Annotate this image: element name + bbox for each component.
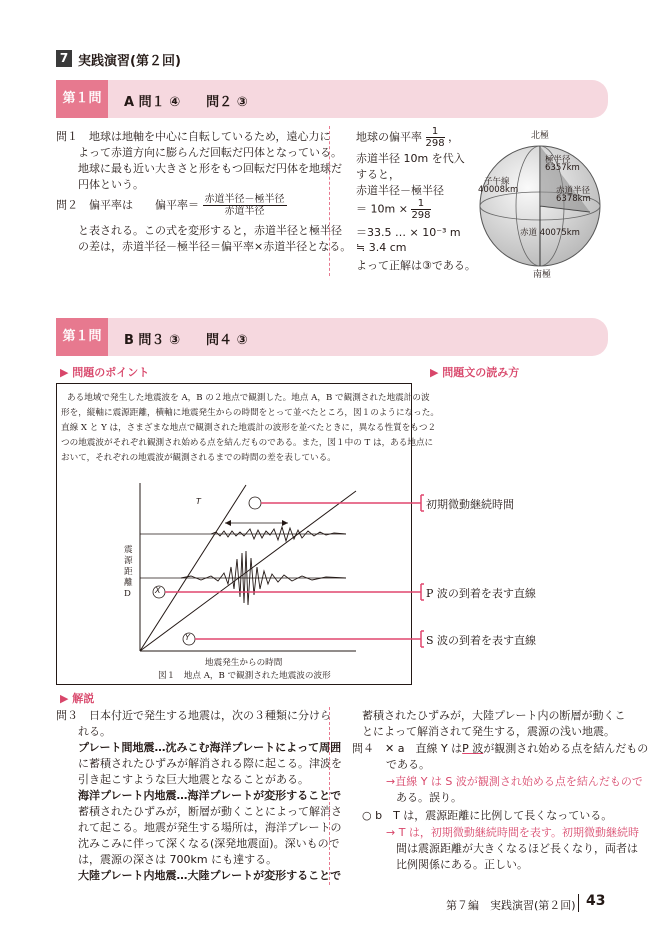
c-line: 問３ 日本付近で発生する地震は，次の３種類に分けら xyxy=(56,709,331,722)
figure-caption: 図１ 地点 A，B で観測された地震波の波形 xyxy=(158,671,331,681)
calc-line: 赤道半径－極半径 xyxy=(356,184,444,197)
figure-xlabel: 地震発生からの時間 xyxy=(205,658,283,668)
section2-label: 第１問 xyxy=(56,318,108,356)
label-X: X xyxy=(155,586,161,595)
section1-band xyxy=(56,80,608,118)
annotation-T: 初期微動継続時間 xyxy=(426,498,514,511)
q4b-fix2: 間は震源距離が大きくなるほど長くなり，両者は xyxy=(396,842,638,855)
s1-line: の差は，赤道半径－極半径＝偏平率×赤道半径となる。 xyxy=(56,240,352,253)
page-number: 43 xyxy=(586,893,606,909)
figure-ylabel: 震源距離 D xyxy=(124,545,133,599)
section2-band xyxy=(56,318,608,356)
c-right-line: とによって解消されて発生する，震源の浅い地震。 xyxy=(362,725,615,738)
point-heading: ▶ 問題のポイント xyxy=(60,366,150,379)
equatorial-radius-label: 赤道半径 xyxy=(556,186,591,196)
south-pole-label: 南極 xyxy=(533,270,552,280)
calc-eq1: ＝ 10m × xyxy=(356,202,408,216)
calc-line: 赤道半径 10m を代入 xyxy=(356,152,465,165)
section1-label: 第１問 xyxy=(56,80,108,118)
polar-radius-label: 極半径 xyxy=(545,155,571,165)
s1-line: よって赤道方向に膨らんだ回転だ円体となっている。 xyxy=(56,146,342,159)
commentary-heading: ▶ 解説 xyxy=(60,692,95,705)
chapter-number: 7 xyxy=(56,50,72,67)
footer-divider xyxy=(578,894,579,912)
q4a-underlined: P 波 xyxy=(462,742,484,755)
section1-explanation xyxy=(56,128,352,278)
footer-text: 第７編 実践演習(第２回) xyxy=(446,899,576,912)
box-line: おいて，それぞれの地震波が観測されるまでの時間の差を表している。 xyxy=(61,453,336,463)
calc-conclusion: よって正解は③である。 xyxy=(356,259,476,272)
annotation-Y: S 波の到着を表す直線 xyxy=(426,634,537,647)
calc-fraction-2: $\frac{1}{298}$ xyxy=(411,198,431,221)
commentary-left xyxy=(56,707,342,887)
c-line: は，震源の深さは 700km にも達する。 xyxy=(56,853,278,866)
c-line: 引き起こすような巨大地震となることがある。 xyxy=(56,773,309,786)
polar-radius-value: 6357km xyxy=(545,163,580,173)
s1-line: 地球に最も近い大きさと形をもつ回転だ円体を地球だ xyxy=(56,162,342,175)
section1-calculation: 地球の偏平率 $\frac{1}{298}$ ， 赤道半径 10m を代入 すると， 赤道半径－極半径 ＝ 10m × $\frac{1}{298}$ ＝33.5 … × 10⁻³ m ≒ 3.4 cm よって正解は③である。 xyxy=(356,126,476,272)
equatorial-radius-value: 6378km xyxy=(556,194,591,204)
calc-eq2: ＝33.5 … × 10⁻³ m xyxy=(356,226,461,239)
q2-prefix: 問２ 偏平率は 偏平率＝ xyxy=(56,198,199,212)
c-line: 海洋プレート内地震…海洋プレートが変形することで xyxy=(56,789,342,802)
chapter-title: 実践演習(第２回) xyxy=(78,54,181,69)
north-pole-label: 北極 xyxy=(531,131,550,141)
annotation-X: P 波の到着を表す直線 xyxy=(426,587,536,600)
calc-fraction: $\frac{1}{298}$ xyxy=(425,126,445,149)
q4b-line: ○ b T は，震源距離に比例して長くなっている。 xyxy=(362,809,613,822)
q4a-fix: →直線 Y は S 波が観測され始める点を結んだもので xyxy=(386,775,643,788)
calc-line: すると， xyxy=(356,168,400,181)
meridian-value: 40008km xyxy=(478,185,519,195)
c-line: れて起こる。地震が発生する場所は，海洋プレートの xyxy=(56,821,342,834)
label-Y: Y xyxy=(185,633,190,642)
q4b-fix3: 比例関係にある。正しい。 xyxy=(396,858,528,871)
section2-answer: B 問３ ③ 問４ ③ xyxy=(124,333,248,348)
s1-line: 問１ 地球は地軸を中心に自転しているため，遠心力に xyxy=(56,130,331,143)
q4a-line2: である。 xyxy=(386,758,430,771)
q4a-fix2: ある。誤り。 xyxy=(396,791,462,804)
c-line: プレート間地震…沈みこむ海洋プレートによって周囲 xyxy=(56,741,342,754)
q4a-suffix: が観測され始める点を結んだもの xyxy=(483,742,649,755)
c-line: 蓄積されたひずみが，断層が動くことによって解消さ xyxy=(56,805,342,818)
box-line: つの地震波がそれぞれ観測され始める点を結んだものである。また，図１中の T は，ある地点に xyxy=(61,438,434,448)
q4a-prefix: 問４ ✕ a 直線 Y は xyxy=(352,742,463,755)
section1-divider xyxy=(329,126,330,276)
section1-answer: A 問１ ④ 問２ ③ xyxy=(124,95,248,110)
c-line: 大陸プレート内地震…大陸プレートが変形することで xyxy=(56,869,342,882)
commentary-right xyxy=(352,707,649,887)
equator-label: 赤道 40075km xyxy=(520,228,580,238)
flattening-fraction: $\frac{\text{赤道半径－極半径}}{\text{赤道半径}}$ xyxy=(204,194,285,217)
calc-eq3: ≒ 3.4 cm xyxy=(356,241,407,254)
commentary-divider xyxy=(329,707,330,885)
c-right-line: 蓄積されたひずみが，大陸プレート内の断層が動くこ xyxy=(362,709,626,722)
calc-prefix: 地球の偏平率 xyxy=(356,130,422,144)
c-line: に蓄積されたひずみが解消される際に起こる。津波を xyxy=(56,757,342,770)
c-line: れる。 xyxy=(56,725,111,738)
box-line: 直線 X と Y は，さまざまな地点で観測された地震計の波形を並べたときに，異なる性質をもつ２ xyxy=(61,423,437,433)
label-T: T xyxy=(196,497,201,506)
c-line: 沈みこみに伴って深くなる(深発地震面)。深いもので xyxy=(56,837,340,850)
reading-heading: ▶ 問題文の読み方 xyxy=(430,366,520,379)
q4b-fix: → T は，初期微動継続時間を表す。初期微動継続時 xyxy=(386,826,640,839)
meridian-label: 子午線 xyxy=(484,177,510,187)
box-line: ある地域で発生した地震波を A，B の２地点で観測した。地点 A，B で観測された地震計の波 xyxy=(67,393,430,403)
s1-line: 円体という。 xyxy=(56,178,144,191)
box-line: 形を，縦軸に震源距離，横軸に地震発生からの時間をとって並べたところ，図１のようになった。 xyxy=(61,408,439,418)
s1-line: と表される。この式を変形すると，赤道半径と極半径 xyxy=(56,224,342,237)
